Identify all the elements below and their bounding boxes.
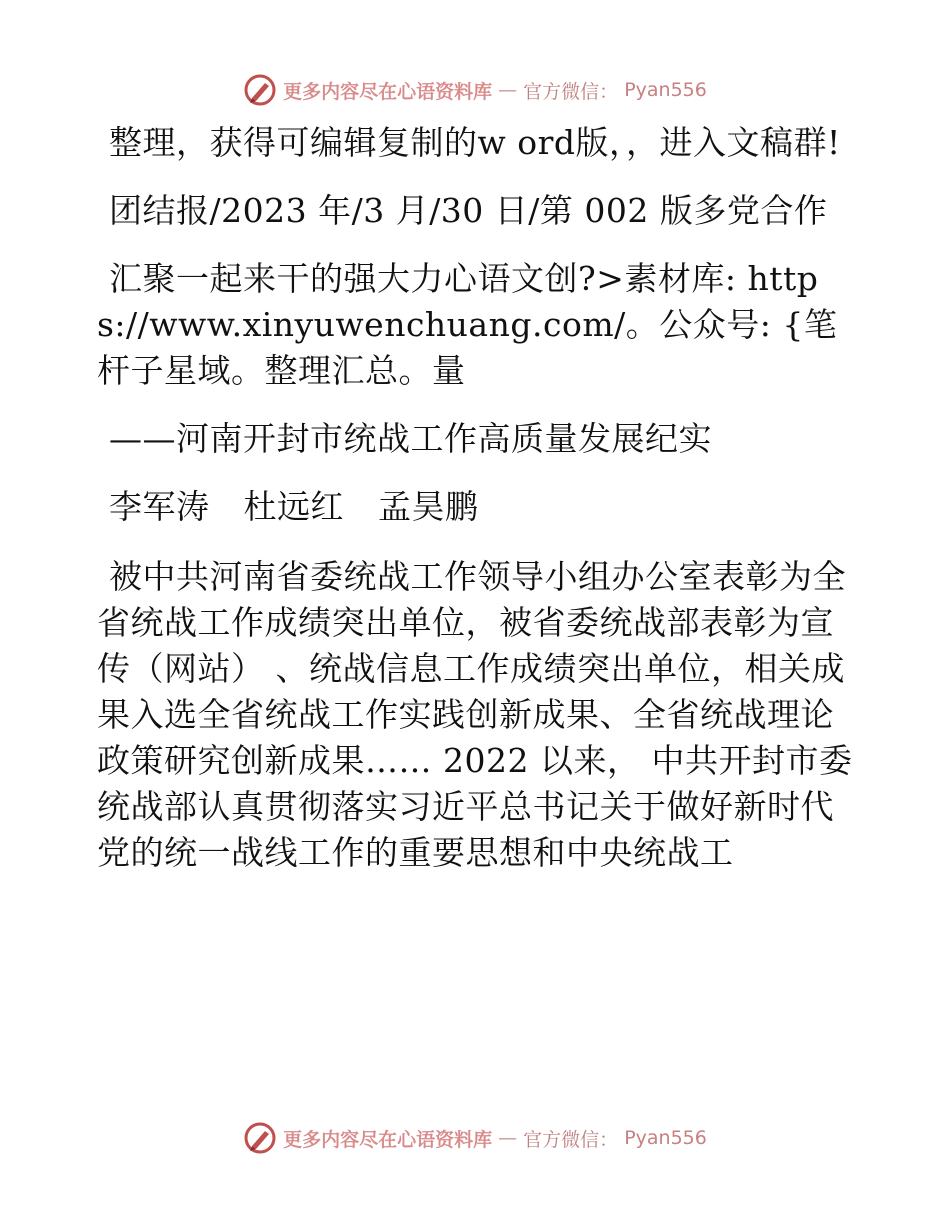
watermark-separator: — xyxy=(498,79,518,101)
document-body xyxy=(97,120,857,876)
author-name: 孟昊鹏 xyxy=(378,487,479,526)
article-authors xyxy=(97,484,857,530)
watermark-main-text: 更多内容尽在心语资料库 xyxy=(283,80,493,103)
paragraph-intro: 整理，获得可编辑复制的w ord版，，进入文稿群! xyxy=(109,123,841,162)
watermark-wechat-id: Pyan556 xyxy=(624,79,707,101)
author-name: 李军涛 xyxy=(109,487,210,526)
watermark-separator: — xyxy=(498,1127,518,1149)
author-name: 杜远红 xyxy=(243,487,344,526)
watermark-wechat-label: 官方微信： xyxy=(523,1128,619,1151)
pen-logo-icon xyxy=(243,73,277,107)
footer-watermark xyxy=(0,1118,950,1158)
header-watermark xyxy=(0,70,950,110)
paragraph-promo: 汇聚一起来干的强大力心语文创?>素材库: https://www.xinyuwenchuang.com/。公众号: {笔杆子星域。整理汇总。量 xyxy=(97,259,838,390)
paragraph-source: 团结报/2023 年/3 月/30 日/第 002 版多党合作 xyxy=(109,191,828,230)
watermark-wechat-label: 官方微信： xyxy=(523,80,619,103)
watermark-wechat-id: Pyan556 xyxy=(624,1127,707,1149)
paragraph-body: 被中共河南省委统战工作领导小组办公室表彰为全省统战工作成绩突出单位，被省委统战部表彰为宣传（网站） 、统战信息工作成绩突出单位，相关成果入选全省统战工作实践创新成果、全省统战理论政策研究创新成果…… 2022 以来， 中共开封市委统战部认真贯彻落实习近平总书记关于做好新时代党的统一战线工作的重要思想和中央统战工 xyxy=(97,557,853,872)
article-subtitle: ——河南开封市统战工作高质量发展纪实 xyxy=(109,419,712,458)
watermark-main-text: 更多内容尽在心语资料库 xyxy=(283,1128,493,1151)
pen-logo-icon xyxy=(243,1121,277,1155)
